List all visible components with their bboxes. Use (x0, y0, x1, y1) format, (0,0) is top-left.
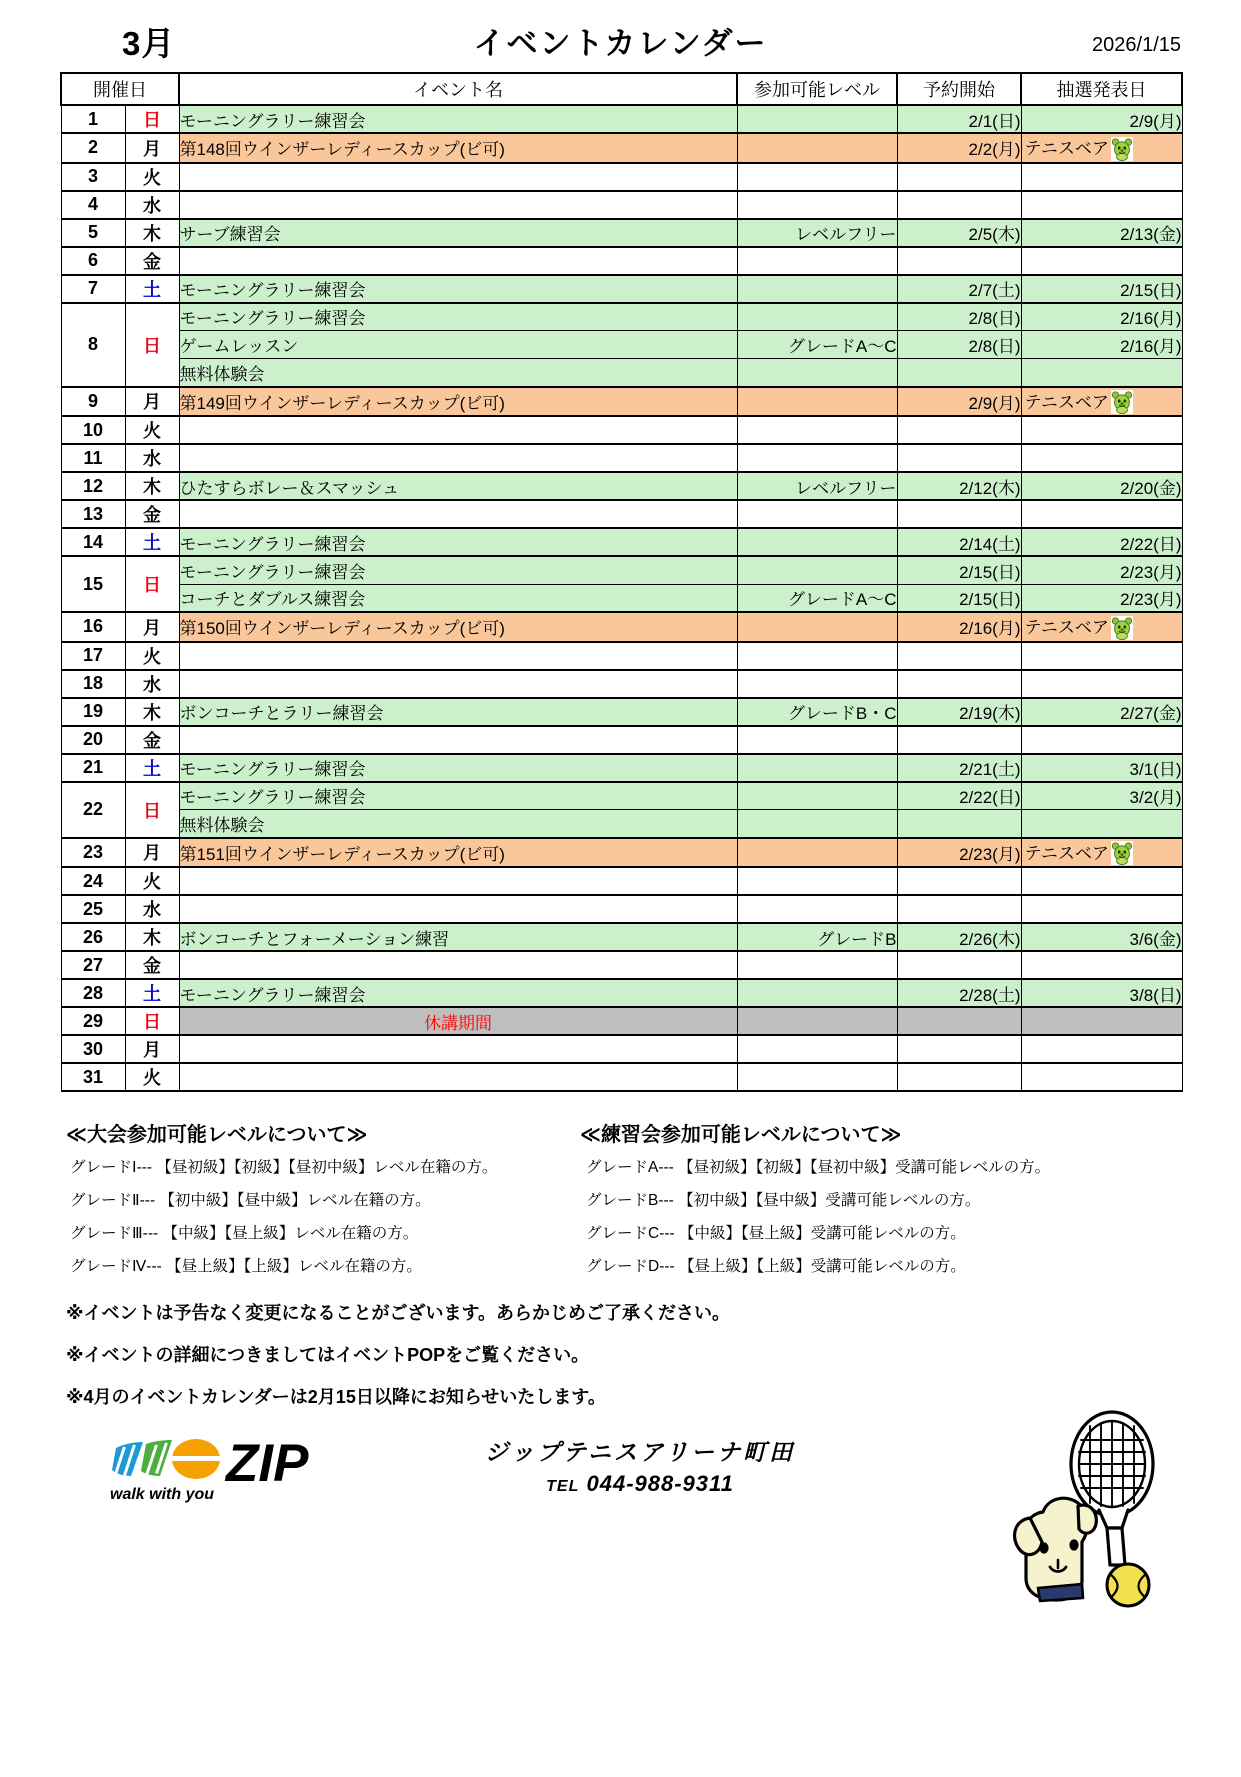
cell-draw-date (1021, 163, 1182, 191)
cell-reservation-start (897, 359, 1021, 387)
cell-event-name[interactable]: コーチとダブルス練習会 (179, 584, 737, 612)
cell-event-name[interactable]: ゲームレッスン (179, 331, 737, 359)
cell-reservation-start: 2/16(月) (897, 612, 1021, 642)
table-row (61, 163, 1182, 191)
table-row (61, 923, 1182, 951)
cell-event-name (179, 1035, 737, 1063)
table-row (61, 528, 1182, 556)
cell-draw-date (1021, 642, 1182, 670)
cell-level (737, 556, 897, 584)
cell-weekday: 水 (125, 444, 179, 472)
cell-level (737, 387, 897, 417)
cell-level (737, 303, 897, 331)
cell-draw-date (1021, 359, 1182, 387)
cell-day-number: 31 (61, 1063, 125, 1091)
cell-level (737, 1063, 897, 1091)
cell-day-number: 14 (61, 528, 125, 556)
tennis-bear-icon (1111, 390, 1133, 414)
legend-line: グレードⅣ--- 【昼上級】【上級】レベル在籍の方。 (70, 1258, 422, 1276)
tennis-bear-icon (1111, 137, 1133, 161)
cell-event-name (179, 726, 737, 754)
cell-level (737, 670, 897, 698)
cell-weekday: 日 (125, 1007, 179, 1035)
cell-reservation-start: 2/1(日) (897, 105, 1021, 133)
table-row (61, 584, 1182, 612)
cell-day-number: 2 (61, 133, 125, 163)
cell-reservation-start (897, 726, 1021, 754)
club-name: ジップテニスアリーナ町田 (484, 1439, 796, 1466)
cell-draw-date: 2/23(月) (1021, 584, 1182, 612)
cell-event-name (179, 247, 737, 275)
page-header (60, 22, 1181, 72)
cell-reservation-start (897, 444, 1021, 472)
cell-level (737, 979, 897, 1007)
cell-day-number: 25 (61, 895, 125, 923)
cell-draw-date (1021, 444, 1182, 472)
cell-day-number: 11 (61, 444, 125, 472)
cell-day-number: 10 (61, 416, 125, 444)
cell-draw-date: 3/6(金) (1021, 923, 1182, 951)
cell-weekday: 木 (125, 472, 179, 500)
cell-level (737, 754, 897, 782)
cell-day-number: 29 (61, 1007, 125, 1035)
table-row (61, 500, 1182, 528)
cell-day-number: 13 (61, 500, 125, 528)
note-line: ※イベントの詳細につきましてはイベントPOPをご覧ください。 (66, 1345, 590, 1366)
table-row (61, 612, 1182, 642)
cell-draw-date (1021, 612, 1182, 642)
cell-weekday: 日 (125, 782, 179, 838)
cell-draw-date: 2/9(月) (1021, 105, 1182, 133)
legend-section (60, 1118, 1181, 1290)
cell-day-number: 7 (61, 275, 125, 303)
cell-weekday: 月 (125, 133, 179, 163)
cell-reservation-start: 2/2(月) (897, 133, 1021, 163)
cell-weekday: 月 (125, 612, 179, 642)
cell-day-number: 5 (61, 219, 125, 247)
legend-line: グレードⅠ--- 【昼初級】【初級】【昼初中級】レベル在籍の方。 (70, 1159, 498, 1177)
table-row (61, 105, 1182, 133)
cell-level (737, 105, 897, 133)
cell-draw-date (1021, 810, 1182, 838)
cell-weekday: 木 (125, 219, 179, 247)
cell-weekday: 火 (125, 1063, 179, 1091)
table-body (61, 105, 1182, 1091)
cell-day-number: 15 (61, 556, 125, 612)
cell-event-name (179, 1063, 737, 1091)
col-header-draw: 抽選発表日 (1021, 73, 1182, 105)
cell-draw-date (1021, 951, 1182, 979)
cell-level (737, 1035, 897, 1063)
cell-draw-date: 3/1(日) (1021, 754, 1182, 782)
cell-day-number: 21 (61, 754, 125, 782)
cell-event-name[interactable]: ボンコーチとラリー練習会 (179, 698, 737, 726)
cell-day-number: 28 (61, 979, 125, 1007)
club-info (430, 1436, 850, 1503)
col-header-event-name: イベント名 (179, 73, 737, 105)
table-row (61, 670, 1182, 698)
cell-event-name[interactable]: ボンコーチとフォーメーション練習 (179, 923, 737, 951)
cell-draw-date (1021, 726, 1182, 754)
cell-level (737, 191, 897, 219)
page-title: イベントカレンダー (473, 26, 768, 61)
table-row (61, 472, 1182, 500)
cell-reservation-start (897, 895, 1021, 923)
cell-level (737, 642, 897, 670)
table-row (61, 1007, 1182, 1035)
cell-day-number: 24 (61, 867, 125, 895)
tel-icon: TEL (546, 1478, 580, 1496)
table-row (61, 219, 1182, 247)
cell-weekday: 木 (125, 923, 179, 951)
zip-logo-tagline: walk with you (110, 1486, 215, 1504)
legend-line: グレードⅢ--- 【中級】【昼上級】レベル在籍の方。 (70, 1225, 419, 1243)
cell-event-name[interactable]: 第149回ウインザーレディースカップ(ビ可) (179, 387, 737, 417)
cell-weekday: 月 (125, 387, 179, 417)
cell-day-number: 20 (61, 726, 125, 754)
cell-day-number: 18 (61, 670, 125, 698)
cell-level (737, 416, 897, 444)
cell-reservation-start (897, 191, 1021, 219)
cell-draw-date (1021, 1063, 1182, 1091)
legend-line: グレードA--- 【昼初級】【初級】【昼初中級】受講可能レベルの方。 (586, 1159, 1051, 1177)
cell-event-name[interactable]: モーニングラリー練習会 (179, 979, 737, 1007)
event-calendar-table (60, 72, 1183, 1092)
event-calendar-page (0, 22, 1241, 1777)
cell-weekday: 火 (125, 642, 179, 670)
cell-event-name[interactable]: 無料体験会 (179, 810, 737, 838)
table-header-row (61, 73, 1182, 105)
cell-reservation-start (897, 951, 1021, 979)
cell-weekday: 金 (125, 726, 179, 754)
cell-weekday: 金 (125, 951, 179, 979)
cell-level (737, 810, 897, 838)
cell-day-number: 27 (61, 951, 125, 979)
cell-draw-date (1021, 191, 1182, 219)
cell-draw-date (1021, 500, 1182, 528)
cell-draw-date (1021, 867, 1182, 895)
notes-section (60, 1302, 1181, 1408)
cell-weekday: 水 (125, 670, 179, 698)
note-line: ※イベントは予告なく変更になることがございます。あらかじめご了承ください。 (66, 1303, 731, 1324)
club-telephone (430, 1468, 850, 1503)
table-row (61, 782, 1182, 810)
cell-draw-date (1021, 670, 1182, 698)
cell-weekday: 金 (125, 247, 179, 275)
cell-draw-date: 2/23(月) (1021, 556, 1182, 584)
cell-draw-date (1021, 838, 1182, 868)
cell-level (737, 163, 897, 191)
cell-event-name (179, 416, 737, 444)
cell-reservation-start (897, 163, 1021, 191)
cell-draw-date (1021, 387, 1182, 417)
cell-level (737, 528, 897, 556)
note-line: ※4月のイベントカレンダーは2月15日以降にお知らせいたします。 (66, 1387, 606, 1408)
cell-level (737, 500, 897, 528)
svg-text:ZIP: ZIP (226, 1434, 309, 1494)
cell-weekday: 火 (125, 163, 179, 191)
table-row (61, 444, 1182, 472)
cell-reservation-start: 2/15(日) (897, 584, 1021, 612)
cell-level (737, 951, 897, 979)
cell-level (737, 444, 897, 472)
cell-day-number: 12 (61, 472, 125, 500)
table-row (61, 247, 1182, 275)
cell-event-name[interactable]: 第151回ウインザーレディースカップ(ビ可) (179, 838, 737, 868)
cell-draw-date: 2/22(日) (1021, 528, 1182, 556)
cell-reservation-start: 2/22(日) (897, 782, 1021, 810)
cell-day-number: 4 (61, 191, 125, 219)
tennis-bear-icon (1111, 616, 1133, 640)
cell-weekday: 土 (125, 275, 179, 303)
cell-level (737, 612, 897, 642)
cell-draw-date: 2/15(日) (1021, 275, 1182, 303)
table-row (61, 810, 1182, 838)
col-header-date: 開催日 (61, 73, 179, 105)
cell-reservation-start: 2/26(木) (897, 923, 1021, 951)
cell-event-name[interactable] (179, 1007, 737, 1035)
cell-level: グレードB (737, 923, 897, 951)
cell-draw-date (1021, 1035, 1182, 1063)
cell-day-number: 3 (61, 163, 125, 191)
cell-event-name (179, 642, 737, 670)
cell-level (737, 275, 897, 303)
cell-day-number: 22 (61, 782, 125, 838)
cell-day-number: 26 (61, 923, 125, 951)
cell-event-name (179, 500, 737, 528)
cell-draw-date: 2/16(月) (1021, 331, 1182, 359)
cell-event-name[interactable]: ひたすらボレー＆スマッシュ (179, 472, 737, 500)
cell-reservation-start (897, 867, 1021, 895)
cell-event-name[interactable]: モーニングラリー練習会 (179, 105, 737, 133)
cell-weekday: 月 (125, 838, 179, 868)
cell-level: レベルフリー (737, 472, 897, 500)
table-row (61, 979, 1182, 1007)
tennis-ball-icon (1107, 1564, 1149, 1606)
cell-reservation-start: 2/21(土) (897, 754, 1021, 782)
cell-reservation-start (897, 1007, 1021, 1035)
cell-event-name[interactable]: サーブ練習会 (179, 219, 737, 247)
cell-day-number: 30 (61, 1035, 125, 1063)
legend-lesson (550, 1118, 1130, 1290)
closed-period-label: 休講期間 (424, 1013, 492, 1033)
cell-level (737, 867, 897, 895)
cell-draw-date: 2/13(金) (1021, 219, 1182, 247)
issue-date: 2026/1/15 (1092, 34, 1181, 56)
cell-level (737, 247, 897, 275)
cell-draw-date (1021, 1007, 1182, 1035)
cell-weekday: 日 (125, 105, 179, 133)
tennis-bear-icon (1111, 841, 1133, 865)
table-row (61, 951, 1182, 979)
cell-level (737, 1007, 897, 1035)
cell-reservation-start: 2/19(木) (897, 698, 1021, 726)
cell-draw-date (1021, 895, 1182, 923)
cell-reservation-start: 2/15(日) (897, 556, 1021, 584)
cell-day-number: 6 (61, 247, 125, 275)
cell-draw-date (1021, 133, 1182, 163)
legend-line: グレードB--- 【初中級】【昼中級】受講可能レベルの方。 (586, 1192, 981, 1210)
cell-level: レベルフリー (737, 219, 897, 247)
cell-event-name[interactable]: モーニングラリー練習会 (179, 754, 737, 782)
cell-reservation-start (897, 670, 1021, 698)
mascot-label: テニスベア (1024, 139, 1109, 158)
cell-reservation-start: 2/8(日) (897, 303, 1021, 331)
cell-draw-date: 2/16(月) (1021, 303, 1182, 331)
table-row (61, 1035, 1182, 1063)
cell-event-name[interactable]: モーニングラリー練習会 (179, 528, 737, 556)
cell-event-name (179, 191, 737, 219)
table-row (61, 698, 1182, 726)
table-row (61, 642, 1182, 670)
table-row (61, 416, 1182, 444)
cell-reservation-start: 2/8(日) (897, 331, 1021, 359)
table-row (61, 133, 1182, 163)
table-row (61, 754, 1182, 782)
cell-reservation-start: 2/12(木) (897, 472, 1021, 500)
cell-reservation-start (897, 642, 1021, 670)
mascot-label: テニスベア (1024, 392, 1109, 412)
legend-tournament (60, 1118, 550, 1290)
cell-reservation-start: 2/14(土) (897, 528, 1021, 556)
cell-draw-date: 3/2(月) (1021, 782, 1182, 810)
table-row (61, 838, 1182, 868)
table-row (61, 387, 1182, 417)
table-row (61, 867, 1182, 895)
col-header-level: 参加可能レベル (737, 73, 897, 105)
cell-reservation-start (897, 810, 1021, 838)
cell-event-name (179, 895, 737, 923)
cell-weekday: 木 (125, 698, 179, 726)
cell-event-name[interactable]: モーニングラリー練習会 (179, 275, 737, 303)
cell-weekday: 日 (125, 303, 179, 387)
table-row (61, 726, 1182, 754)
cell-draw-date (1021, 416, 1182, 444)
table-row (61, 556, 1182, 584)
table-row (61, 359, 1182, 387)
cell-draw-date: 2/27(金) (1021, 698, 1182, 726)
cell-level: グレードA〜C (737, 331, 897, 359)
cell-weekday: 水 (125, 895, 179, 923)
cell-weekday: 水 (125, 191, 179, 219)
cell-weekday: 火 (125, 416, 179, 444)
cell-weekday: 金 (125, 500, 179, 528)
cell-event-name (179, 670, 737, 698)
cell-day-number: 16 (61, 612, 125, 642)
cell-level (737, 359, 897, 387)
col-header-reservation: 予約開始 (897, 73, 1021, 105)
page-footer (60, 1428, 1181, 1538)
cell-event-name (179, 163, 737, 191)
cell-reservation-start: 2/23(月) (897, 838, 1021, 868)
cell-level: グレードA〜C (737, 584, 897, 612)
cell-level (737, 838, 897, 868)
cell-reservation-start (897, 500, 1021, 528)
cell-level (737, 782, 897, 810)
cell-weekday: 月 (125, 1035, 179, 1063)
month-label: 3月 (122, 25, 176, 62)
cell-reservation-start (897, 247, 1021, 275)
table-row (61, 331, 1182, 359)
cell-draw-date: 2/20(金) (1021, 472, 1182, 500)
cell-event-name[interactable]: 第150回ウインザーレディースカップ(ビ可) (179, 612, 737, 642)
cell-event-name[interactable]: 無料体験会 (179, 359, 737, 387)
table-row (61, 895, 1182, 923)
cell-day-number: 23 (61, 838, 125, 868)
mascot-label: テニスベア (1024, 843, 1109, 863)
table-row (61, 303, 1182, 331)
cell-reservation-start: 2/5(木) (897, 219, 1021, 247)
legend-line: グレードC--- 【中級】【昼上級】受講可能レベルの方。 (586, 1225, 966, 1243)
cell-level (737, 726, 897, 754)
cell-day-number: 17 (61, 642, 125, 670)
table-row (61, 191, 1182, 219)
cell-day-number: 8 (61, 303, 125, 387)
cell-reservation-start (897, 1063, 1021, 1091)
legend-lesson-title: ≪練習会参加可能レベルについて≫ (580, 1124, 902, 1147)
legend-line: グレードD--- 【昼上級】【上級】受講可能レベルの方。 (586, 1258, 966, 1276)
mascot-label: テニスベア (1024, 618, 1109, 638)
tel-number: 044-988-9311 (586, 1471, 734, 1497)
cell-weekday: 火 (125, 867, 179, 895)
cell-day-number: 9 (61, 387, 125, 417)
cell-event-name[interactable]: モーニングラリー練習会 (179, 303, 737, 331)
cell-weekday: 土 (125, 528, 179, 556)
cell-event-name[interactable]: 第148回ウインザーレディースカップ(ビ可) (179, 133, 737, 163)
cell-event-name[interactable]: モーニングラリー練習会 (179, 782, 737, 810)
legend-tournament-title: ≪大会参加可能レベルについて≫ (66, 1124, 368, 1147)
cell-day-number: 19 (61, 698, 125, 726)
cell-event-name (179, 951, 737, 979)
cell-event-name[interactable]: モーニングラリー練習会 (179, 556, 737, 584)
legend-line: グレードⅡ--- 【初中級】【昼中級】レベル在籍の方。 (70, 1192, 431, 1210)
cell-reservation-start: 2/7(土) (897, 275, 1021, 303)
cell-reservation-start: 2/28(土) (897, 979, 1021, 1007)
cell-event-name (179, 867, 737, 895)
table-row (61, 1063, 1182, 1091)
cell-weekday: 土 (125, 979, 179, 1007)
cell-level (737, 895, 897, 923)
cell-level: グレードB・C (737, 698, 897, 726)
cell-reservation-start (897, 416, 1021, 444)
cell-level (737, 133, 897, 163)
cell-day-number: 1 (61, 105, 125, 133)
cell-draw-date (1021, 247, 1182, 275)
cell-event-name (179, 444, 737, 472)
table-row (61, 275, 1182, 303)
cell-reservation-start: 2/9(月) (897, 387, 1021, 417)
cell-draw-date: 3/8(日) (1021, 979, 1182, 1007)
cell-weekday: 日 (125, 556, 179, 612)
cell-weekday: 土 (125, 754, 179, 782)
cell-reservation-start (897, 1035, 1021, 1063)
